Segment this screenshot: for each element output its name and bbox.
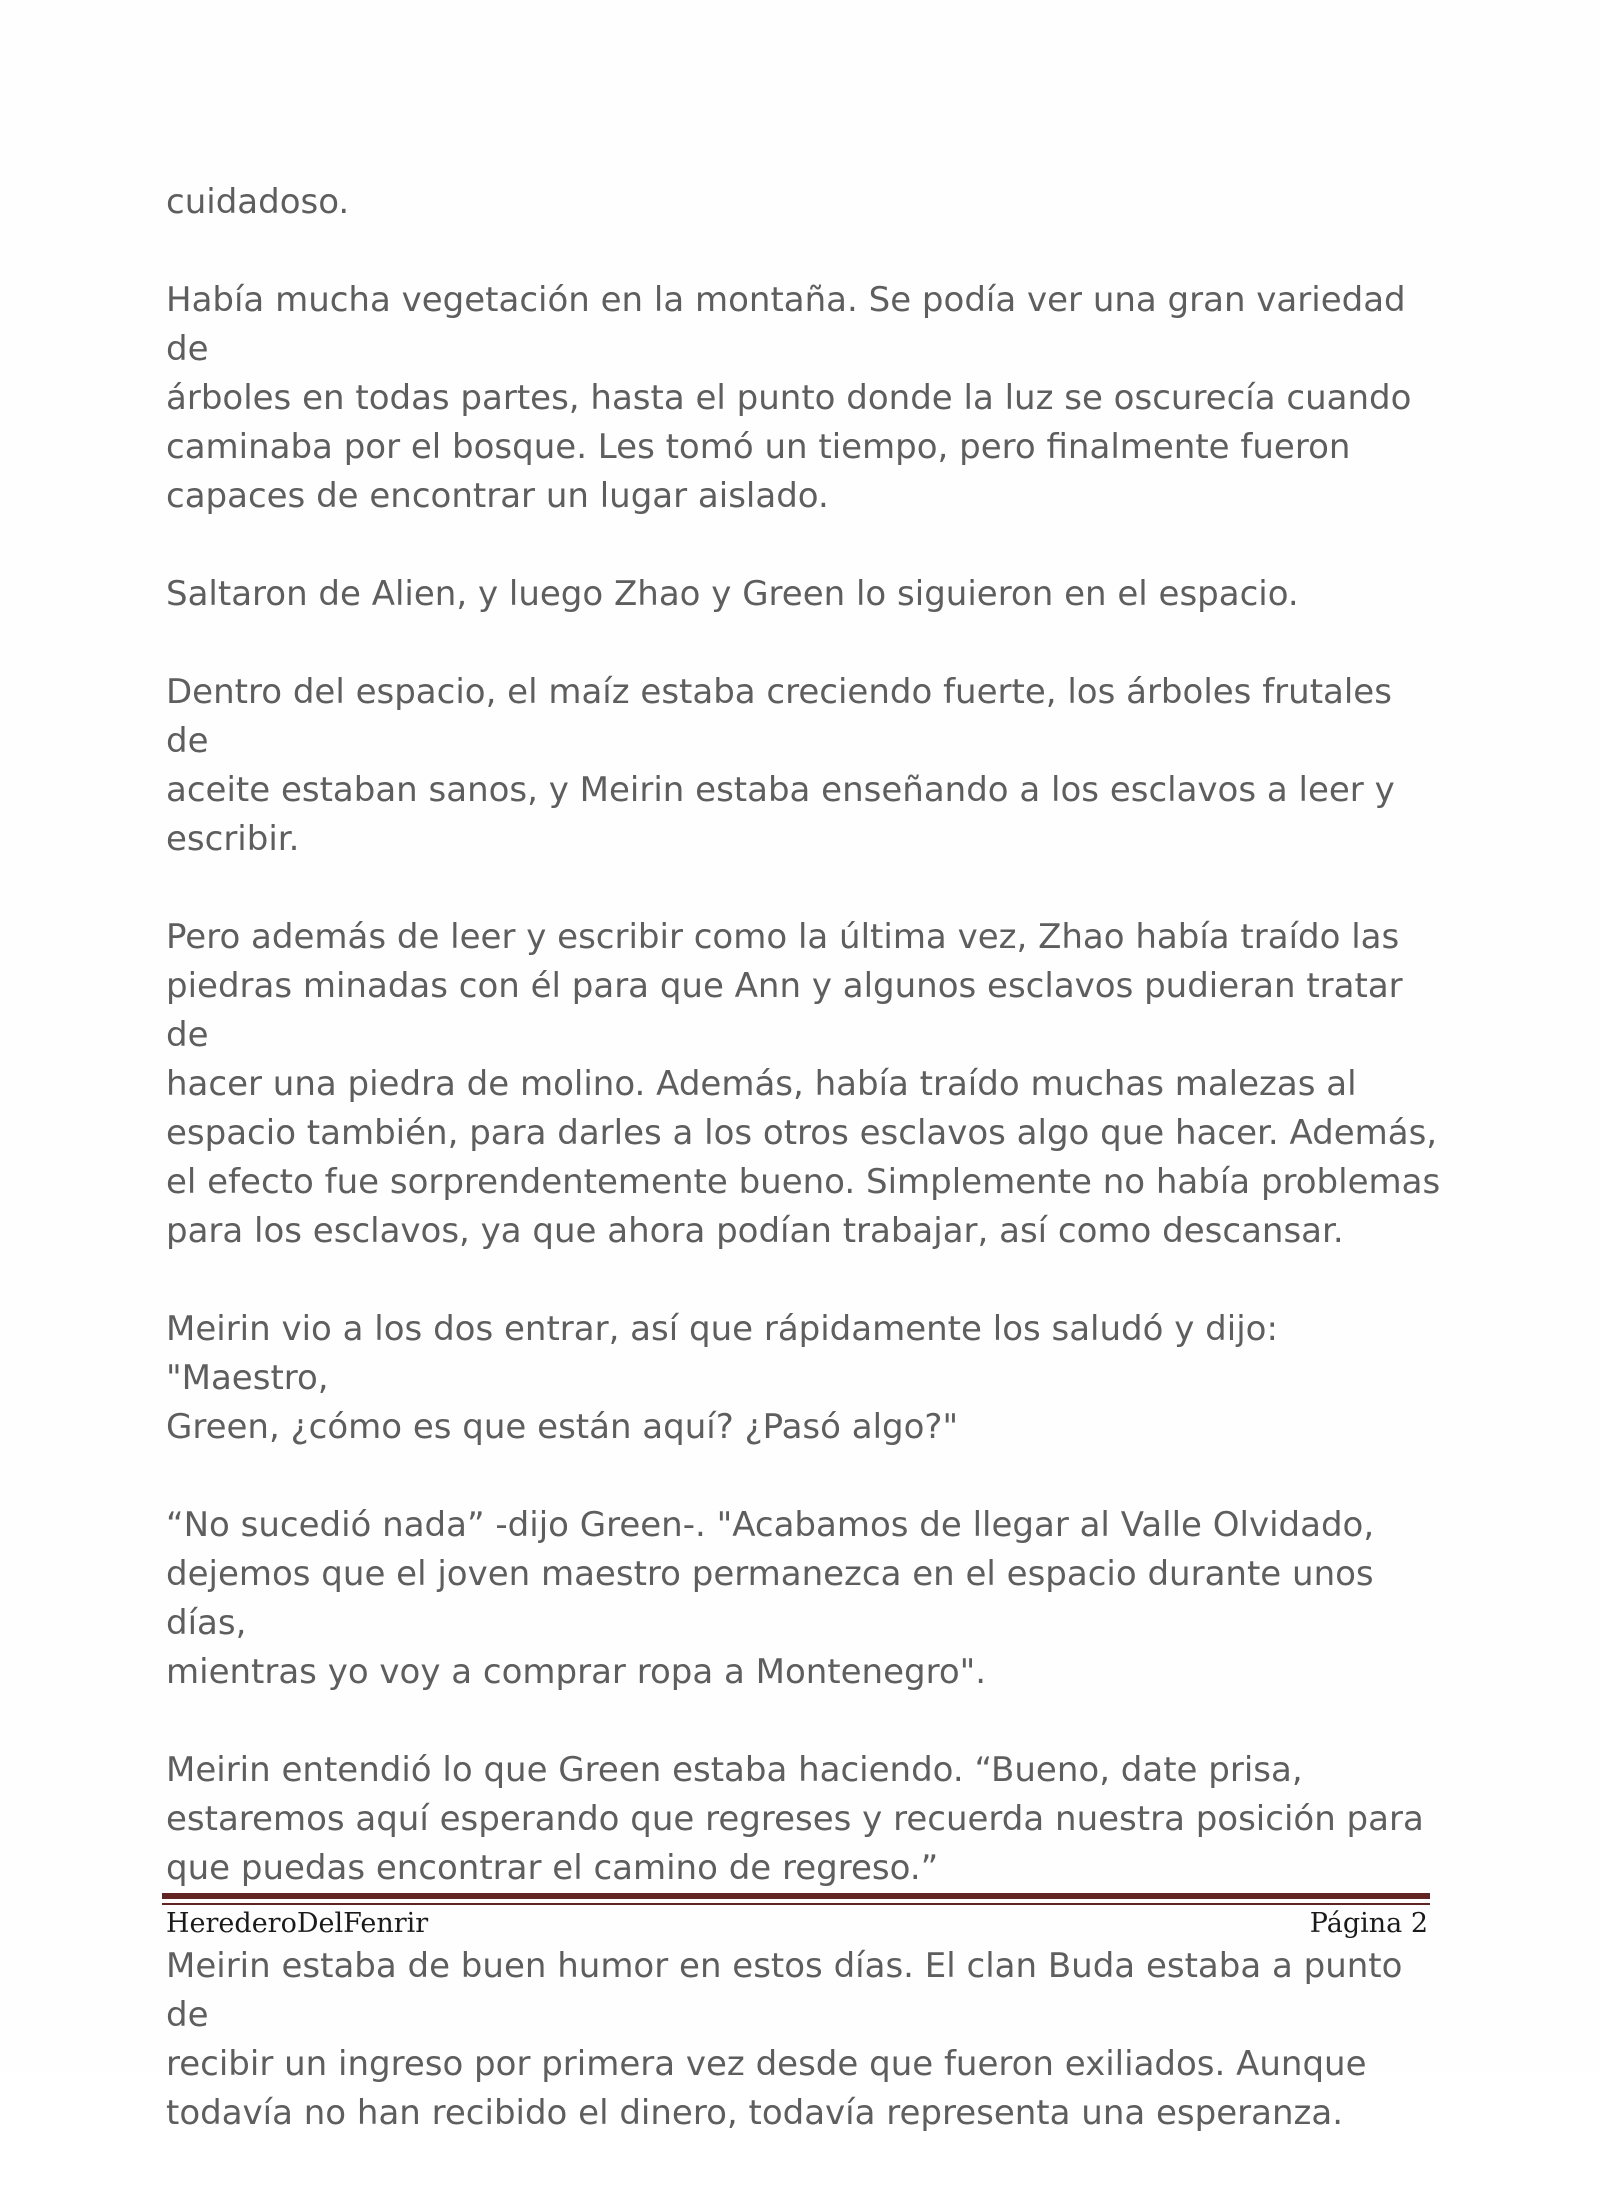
body-text [166,178,1441,2187]
paragraph-5: Pero además de leer y escribir como la última vez, Zhao había traído las piedras minadas con él para que Ann y algunos esclavos pudieran tratar de hacer una piedra de molino. Además, había traído muchas malezas al espacio también, para darles a los otros esclavos algo que hacer. Además, el efecto fue sorprendentemente bueno. Simplemente no había problemas para los esclavos, ya que ahora podían trabajar, así como descansar. [166,917,1441,1251]
paragraph-1: cuidadoso. [166,182,350,222]
paragraph-8: Meirin entendió lo que Green estaba haciendo. “Bueno, date prisa, estaremos aquí esperando que regreses y recuerda nuestra posición para que puedas encontrar el camino de regreso.” [166,1750,1424,1888]
paragraph-4: Dentro del espacio, el maíz estaba creciendo fuerte, los árboles frutales de aceite estaban sanos, y Meirin estaba enseñando a los esclavos a leer y escribir. [166,672,1395,859]
paragraph-7: “No sucedió nada” -dijo Green-. "Acabamos de llegar al Valle Olvidado, dejemos que el joven maestro permanezca en el espacio durante unos días, mientras yo voy a comprar ropa a Montenegro". [166,1505,1375,1692]
footer-divider-thin-line [162,1903,1430,1905]
footer-divider [162,1893,1430,1905]
paragraph-2: Había mucha vegetación en la montaña. Se podía ver una gran variedad de árboles en todas partes, hasta el punto donde la luz se oscurecía cuando caminaba por el bosque. Les tomó un tiempo, pero finalmente fueron capaces de encontrar un lugar aislado. [166,280,1412,516]
paragraph-6: Meirin vio a los dos entrar, así que rápidamente los saludó y dijo: "Maestro, Green, ¿cómo es que están aquí? ¿Pasó algo?" [166,1309,1278,1447]
paragraph-9: Meirin estaba de buen humor en estos días. El clan Buda estaba a punto de recibir un ingreso por primera vez desde que fueron exiliados. Aunque todavía no han recibido el dinero, todavía representa una esperanza. [166,1946,1403,2133]
footer-page-number: Página 2 [1309,1908,1428,1939]
page-footer [166,1908,1428,1939]
footer-author: HerederoDelFenrir [166,1908,429,1939]
paragraph-3: Saltaron de Alien, y luego Zhao y Green lo siguieron en el espacio. [166,574,1299,614]
